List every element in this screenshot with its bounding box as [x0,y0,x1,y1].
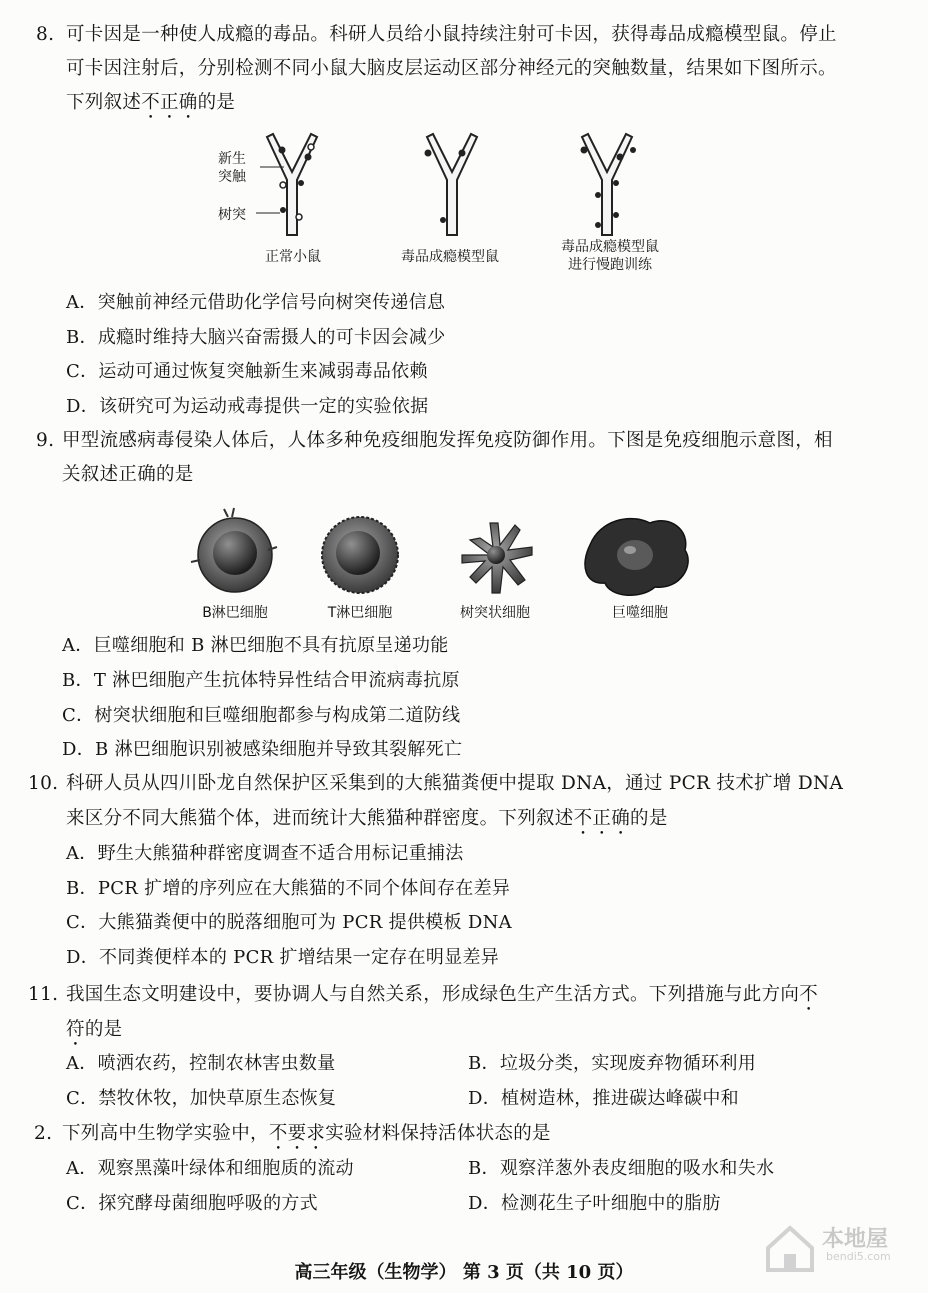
t-lymphocyte [322,517,398,593]
q8-stem-line1: 可卡因是一种使人成瘾的毒品。科研人员给小鼠持续注射可卡因，获得毒品成瘾模型鼠。停止 [66,24,837,45]
label-new-synapse-1: 新生 [218,151,246,167]
q12-option-d: D．检测花生子叶细胞中的脂肪 [468,1193,721,1214]
macrophage [585,519,688,596]
q9-stem-line1: 甲型流感病毒侵染人体后，人体多种免疫细胞发挥免疫防御作用。下图是免疫细胞示意图，相 [62,430,833,451]
q10-option-c: C．大熊猫粪便中的脱落细胞可为 PCR 提供模板 DNA [66,912,512,933]
caption-dendritic-cell: 树突状细胞 [460,605,530,621]
q8-option-c: C．运动可通过恢复突触新生来减弱毒品依赖 [66,361,428,382]
q8-option-b: B．成瘾时维持大脑兴奋需摄人的可卡因会减少 [66,327,446,348]
q11-option-d: D．植树造林，推进碳达峰碳中和 [468,1088,739,1109]
caption-addicted-mouse: 毒品成瘾模型鼠 [401,249,499,265]
label-new-synapse-2: 突触 [218,169,246,185]
q9-stem-line2: 关叙述正确的是 [62,464,194,485]
b-lymphocyte [191,508,277,592]
q10-emphasis: 不正确 [573,808,631,829]
q8-number: 8. [36,24,55,45]
q9-immune-cells-figure [180,505,710,605]
q8-stem-line3: 下列叙述不正确的是 [66,92,236,113]
caption-normal-mouse: 正常小鼠 [265,249,321,265]
q12-emphasis: 不要求 [268,1123,326,1144]
caption-addicted-running-1: 毒品成瘾模型鼠 [561,239,659,255]
caption-b-cell: B淋巴细胞 [202,605,268,621]
q12-number: 2. [34,1123,53,1144]
q12-stem-line1: 下列高中生物学实验中，不要求实验材料保持活体状态的是 [62,1123,551,1144]
q9-option-c: C．树突状细胞和巨噬细胞都参与构成第二道防线 [62,705,461,726]
watermark-name: 本地屋 [822,1227,889,1252]
q8-stem-line2: 可卡因注射后，分别检测不同小鼠大脑皮层运动区部分神经元的突触数量，结果如下图所示。 [66,58,837,79]
q10-option-b: B．PCR 扩增的序列应在大熊猫的不同个体间存在差异 [66,878,511,899]
page-footer: 高三年级（生物学） 第 3 页（共 10 页） [294,1262,634,1283]
q10-option-d: D．不同粪便样本的 PCR 扩增结果一定存在明显差异 [66,947,500,968]
q8-option-d: D．该研究可为运动戒毒提供一定的实验依据 [66,396,429,417]
q11-stem-line1: 我国生态文明建设中，要协调人与自然关系，形成绿色生产生活方式。下列措施与此方向不 [66,984,819,1005]
q11-option-a: A．喷洒农药，控制农林害虫数量 [66,1053,336,1074]
q10-stem-line2: 来区分不同大熊猫个体，进而统计大熊猫种群密度。下列叙述不正确的是 [66,808,668,829]
dendritic-cell [462,523,532,593]
q10-option-a: A．野生大熊猫种群密度调查不适合用标记重捕法 [66,843,464,864]
label-dendrite: 树突 [218,207,246,223]
q11-number: 11. [28,984,59,1005]
q11-emphasis-2: 符 [66,1019,85,1040]
q8-option-a: A．突触前神经元借助化学信号向树突传递信息 [66,292,446,313]
q11-option-b: B．垃圾分类，实现废弃物循环利用 [468,1053,757,1074]
watermark-url: bendi5.com [826,1250,891,1263]
caption-macrophage: 巨噬细胞 [612,605,668,621]
caption-t-cell: T淋巴细胞 [327,605,393,621]
q10-stem-line1: 科研人员从四川卧龙自然保护区采集到的大熊猫粪便中提取 DNA，通过 PCR 技术扩增 DNA [66,773,844,794]
q12-option-c: C．探究酵母菌细胞呼吸的方式 [66,1193,318,1214]
q10-number: 10. [28,773,59,794]
q9-option-b: B．T 淋巴细胞产生抗体特异性结合甲流病毒抗原 [62,670,460,691]
q8-emphasis: 不正确 [141,92,198,113]
q11-emphasis-1: 不 [799,984,819,1005]
caption-addicted-running-2: 进行慢跑训练 [568,257,652,273]
q12-option-b: B．观察洋葱外表皮细胞的吸水和失水 [468,1158,775,1179]
q9-option-d: D．B 淋巴细胞识别被感染细胞并导致其裂解死亡 [62,739,463,760]
q11-stem-line2: 符的是 [66,1019,123,1040]
q9-option-a: A．巨噬细胞和 B 淋巴细胞不具有抗原呈递功能 [62,635,449,656]
q12-option-a: A．观察黑藻叶绿体和细胞质的流动 [66,1158,354,1179]
q9-number: 9. [36,430,55,451]
q11-option-c: C．禁牧休牧，加快草原生态恢复 [66,1088,337,1109]
